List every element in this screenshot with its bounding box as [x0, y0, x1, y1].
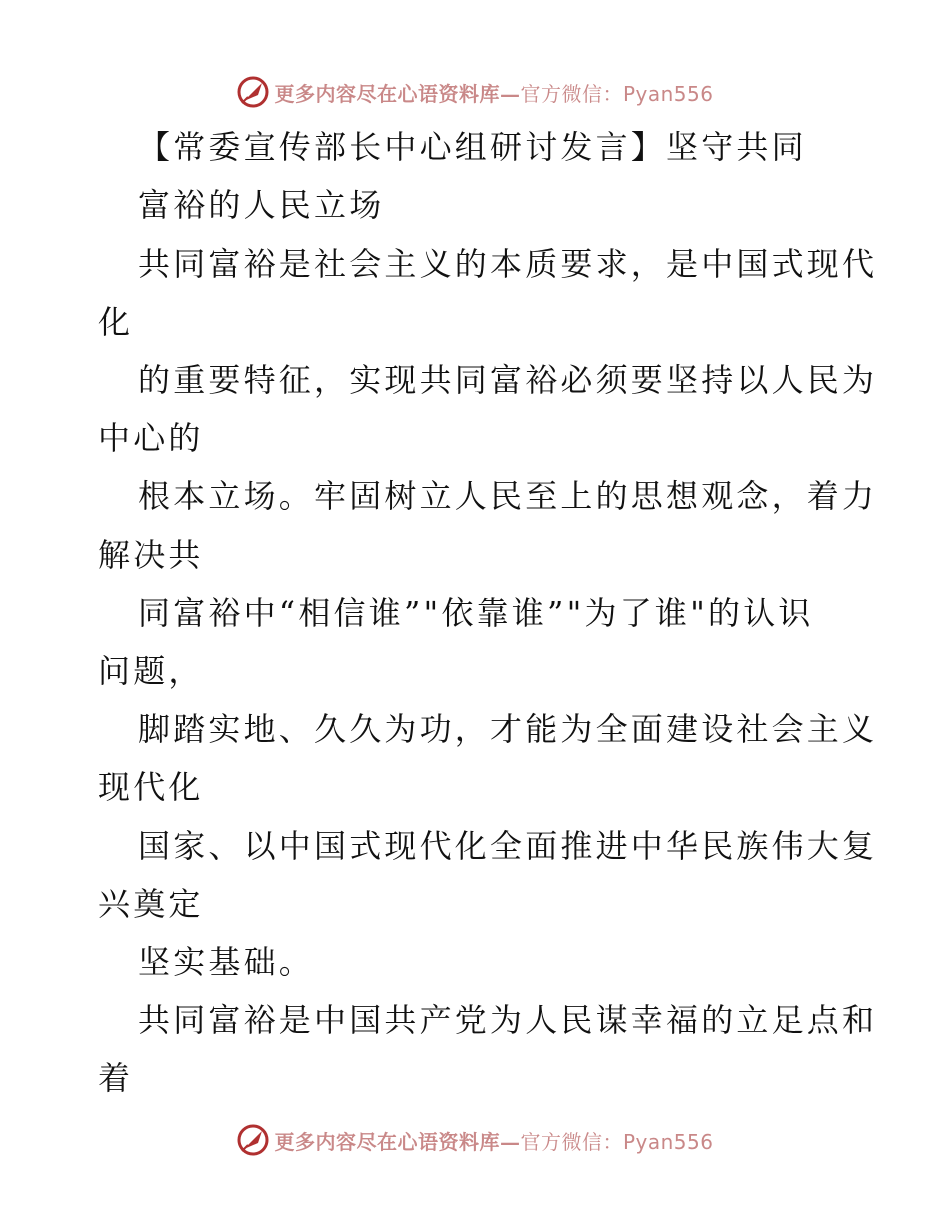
- doc-title-line-1: 【常委宣传部长中心组研讨发言】坚守共同: [138, 128, 807, 166]
- paragraph-line: 坚实基础。: [138, 943, 315, 981]
- paragraph-line: 化: [98, 303, 134, 341]
- header-banner-wechat: 官方微信：Pyan556: [520, 81, 714, 106]
- header-banner: [0, 72, 950, 112]
- paragraph-line: 中心的: [98, 419, 204, 457]
- header-banner-main: 更多内容尽在心语资料库—: [274, 81, 521, 106]
- paragraph-line: 共同富裕是中国共产党为人民谋幸福的立足点和: [138, 1001, 878, 1039]
- header-banner-text: [274, 78, 713, 107]
- paragraph-line: 同富裕中“相信谁”"依靠谁”"为了谁"的认识: [138, 594, 814, 632]
- paragraph-line: 解决共: [98, 536, 204, 574]
- footer-banner-wechat: 官方微信：Pyan556: [520, 1129, 714, 1154]
- paragraph-line: 的重要特征，实现共同富裕必须要坚持以人民为: [138, 361, 878, 399]
- footer-banner-text: [274, 1126, 713, 1155]
- paragraph-line: 问题，: [98, 652, 204, 690]
- paragraph-line: 现代化: [98, 768, 204, 806]
- paragraph-line: 国家、以中国式现代化全面推进中华民族伟大复: [138, 827, 878, 865]
- doc-title-line-2: 富裕的人民立场: [138, 186, 385, 224]
- paragraph-line: 着: [98, 1059, 134, 1097]
- quill-logo-icon: [236, 75, 270, 109]
- paragraph-line: 脚踏实地、久久为功，才能为全面建设社会主义: [138, 710, 878, 748]
- paragraph-line: 根本立场。牢固树立人民至上的思想观念，着力: [138, 477, 878, 515]
- quill-logo-icon: [236, 1123, 270, 1157]
- paragraph-line: 共同富裕是社会主义的本质要求，是中国式现代: [138, 245, 878, 283]
- footer-banner-main: 更多内容尽在心语资料库—: [274, 1129, 521, 1154]
- paragraph-line: 兴奠定: [98, 885, 204, 923]
- footer-banner: [0, 1120, 950, 1160]
